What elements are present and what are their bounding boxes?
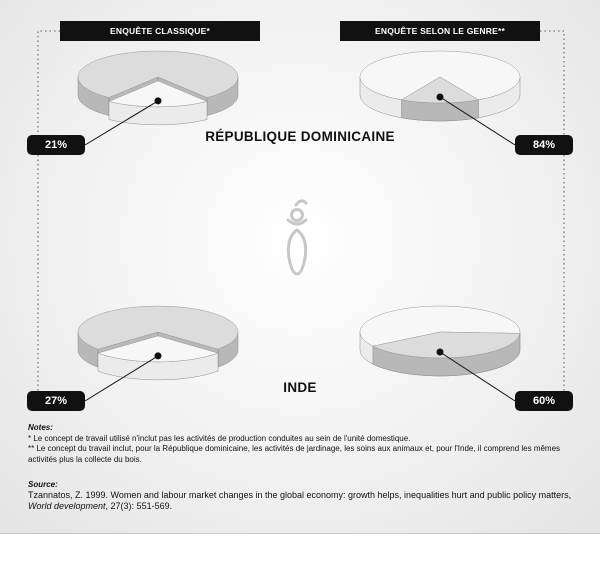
- notes-block: [28, 423, 588, 465]
- percent-badge-dominican-classic: 21%: [27, 135, 85, 155]
- country-label-dominican-republic: RÉPUBLIQUE DOMINICAINE: [205, 129, 395, 144]
- header-classic-survey: ENQUÊTE CLASSIQUE*: [60, 21, 260, 41]
- leader-dot-2: [437, 94, 444, 101]
- leader-dot-4: [437, 349, 444, 356]
- notes-title: Notes:: [28, 423, 53, 432]
- frame-line-top-right: [540, 31, 564, 135]
- source-citation: [28, 490, 588, 512]
- source-block: [28, 479, 588, 512]
- leader-dot-3: [155, 352, 162, 359]
- note-gender-survey: ** Le concept du travail inclut, pour la République dominicaine, les activités de jardinage, les soins aux animaux et, pour l'Inde, il comprend les mêmes activités plus la collecte du bois.: [28, 444, 561, 464]
- source-text: Tzannatos, Z. 1999. Women and labour market changes in the global economy: growth helps, inequalities hurt and public policy matters,: [28, 490, 572, 500]
- pie-chart-1: [78, 51, 238, 125]
- note-classic-survey: * Le concept de travail utilisé n'inclut pas les activités de production conduites au sein de l'unité domestique.: [28, 433, 411, 443]
- pie-chart-2: [360, 51, 520, 121]
- country-label-india: INDE: [283, 380, 317, 395]
- pie-chart-3: [78, 306, 238, 380]
- header-gender-survey: ENQUÊTE SELON LE GENRE**: [340, 21, 540, 41]
- source-title: Source:: [28, 480, 58, 489]
- leader-dot-1: [155, 97, 162, 104]
- source-journal: World development: [28, 501, 106, 511]
- woman-figure-icon: [288, 201, 306, 274]
- frame-line-top-left: [38, 31, 60, 135]
- pie-charts: [78, 51, 520, 380]
- percent-badge-india-classic: 27%: [27, 391, 85, 411]
- pie-chart-4: [360, 306, 520, 376]
- percent-badge-india-gender: 60%: [515, 391, 573, 411]
- source-reference: , 27(3): 551-569.: [105, 501, 173, 511]
- percent-badge-dominican-gender: 84%: [515, 135, 573, 155]
